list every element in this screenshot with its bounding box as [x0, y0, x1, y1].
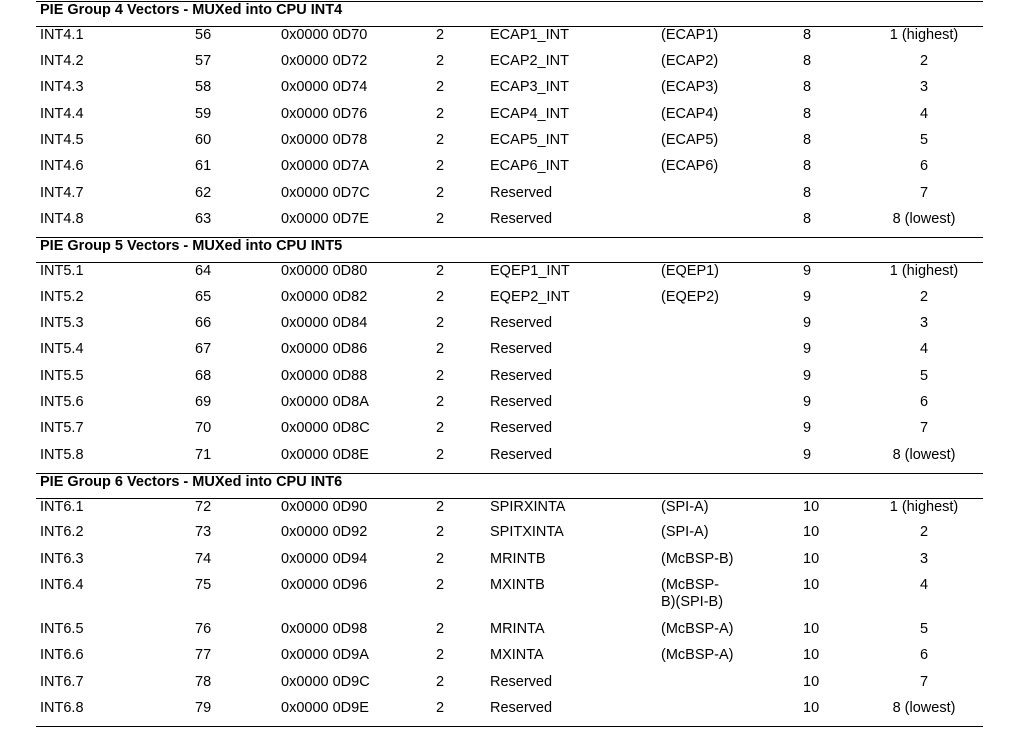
vector-size: 2 [436, 52, 445, 69]
table-body [36, 2, 983, 727]
cpu-priority: 10 [803, 621, 820, 638]
cpu-priority: 8 [803, 105, 812, 122]
vector-id: 71 [195, 446, 212, 463]
peripheral-source: (SPI-A) [661, 498, 709, 515]
cpu-priority: 9 [803, 341, 812, 358]
interrupt-description: Reserved [490, 673, 553, 690]
vector-size: 2 [436, 105, 445, 122]
cpu-priority: 10 [803, 577, 820, 594]
interrupt-description: ECAP1_INT [490, 27, 569, 43]
pie-group-priority: 6 [919, 158, 929, 175]
vector-id: 76 [195, 621, 212, 638]
interrupt-name: INT5.2 [40, 288, 84, 305]
interrupt-description: Reserved [490, 314, 553, 331]
peripheral-source: (McBSP-A) [661, 647, 734, 664]
vector-size: 2 [436, 673, 445, 690]
peripheral-source: (McBSP- B)(SPI-B) [661, 577, 724, 611]
group-title: PIE Group 4 Vectors - MUXed into CPU INT4 [36, 2, 983, 27]
interrupt-description: MXINTA [490, 647, 544, 664]
vector-address: 0x0000 0D88 [281, 367, 368, 384]
vector-size: 2 [436, 446, 445, 463]
pie-group-priority: 3 [919, 79, 929, 96]
vector-address: 0x0000 0D86 [281, 341, 368, 358]
vector-id: 79 [191, 700, 277, 726]
vector-id: 74 [195, 550, 212, 567]
peripheral-source [657, 700, 799, 726]
pie-group-priority: 2 [919, 524, 929, 541]
cpu-priority: 8 [803, 79, 812, 96]
vector-size: 2 [436, 647, 445, 664]
vector-address: 0x0000 0D9E [277, 700, 432, 726]
vector-address: 0x0000 0D7C [281, 184, 370, 201]
table-row [36, 621, 983, 647]
peripheral-source: (ECAP2) [661, 52, 719, 69]
interrupt-description: MRINTA [490, 621, 545, 638]
cpu-priority: 8 [803, 184, 812, 201]
table-row [36, 368, 983, 394]
pie-group-priority: 3 [919, 550, 929, 567]
table-row [36, 551, 983, 577]
interrupt-name: INT4.6 [40, 158, 84, 175]
interrupt-name: INT6.6 [40, 647, 84, 664]
interrupt-description: Reserved [490, 367, 553, 384]
vector-address: 0x0000 0D8E [281, 446, 369, 463]
cpu-priority: 8 [803, 52, 812, 69]
interrupt-name: INT6.7 [40, 673, 84, 690]
vector-address: 0x0000 0D7E [281, 210, 369, 227]
vector-size: 2 [436, 262, 445, 279]
vector-address: 0x0000 0D70 [281, 27, 368, 43]
vector-id: 70 [195, 420, 212, 437]
pie-group-priority: 7 [919, 420, 929, 437]
peripheral-source [657, 674, 799, 700]
table-row [36, 53, 983, 79]
group-header-row [36, 2, 983, 27]
peripheral-source: (ECAP4) [661, 105, 719, 122]
table-row [36, 700, 983, 726]
interrupt-name: INT6.1 [40, 498, 84, 515]
vector-size: 2 [432, 700, 486, 726]
pie-group-priority: 8 (lowest) [892, 446, 956, 463]
vector-address: 0x0000 0D74 [281, 79, 368, 96]
pie-group-priority: 5 [919, 367, 929, 384]
pie-group-priority: 8 (lowest) [861, 700, 983, 726]
vector-size: 2 [436, 621, 445, 638]
cpu-priority: 9 [803, 262, 812, 279]
vector-id: 66 [195, 314, 212, 331]
cpu-priority: 10 [803, 498, 820, 515]
interrupt-description: Reserved [490, 420, 553, 437]
table-row [36, 524, 983, 550]
vector-address: 0x0000 0D96 [281, 577, 368, 594]
vector-address: 0x0000 0D80 [281, 262, 368, 279]
interrupt-name: INT5.1 [40, 262, 84, 279]
table-row [36, 394, 983, 420]
peripheral-source [657, 185, 799, 211]
vector-size: 2 [436, 184, 445, 201]
pie-group-priority: 8 (lowest) [892, 210, 956, 227]
interrupt-name: INT4.1 [40, 27, 84, 43]
interrupt-description: Reserved [490, 446, 553, 463]
interrupt-name: INT5.6 [40, 393, 84, 410]
interrupt-name: INT4.5 [40, 131, 84, 148]
interrupt-name: INT4.7 [40, 184, 84, 201]
pie-group-priority: 7 [919, 184, 929, 201]
pie-group-priority: 5 [919, 131, 929, 148]
peripheral-source [657, 394, 799, 420]
group-header-row [36, 473, 983, 498]
interrupt-description: ECAP4_INT [490, 105, 569, 122]
vector-size: 2 [436, 288, 445, 305]
peripheral-source: (McBSP-B) [661, 550, 734, 567]
vector-size: 2 [436, 524, 445, 541]
interrupt-name: INT4.3 [40, 79, 84, 96]
vector-size: 2 [436, 158, 445, 175]
interrupt-description: EQEP2_INT [490, 288, 570, 305]
vector-address: 0x0000 0D90 [281, 498, 368, 515]
interrupt-name: INT4.4 [40, 105, 84, 122]
pie-vector-table [36, 1, 983, 727]
interrupt-description: MRINTB [490, 550, 546, 567]
peripheral-source: (ECAP3) [661, 79, 719, 96]
peripheral-source: (ECAP1) [661, 27, 719, 43]
pie-group-priority: 1 (highest) [889, 262, 959, 279]
table-row [36, 577, 983, 621]
vector-id: 68 [195, 367, 212, 384]
cpu-priority: 9 [803, 367, 812, 384]
pie-group-priority: 4 [919, 577, 929, 594]
table-row [36, 420, 983, 446]
interrupt-description: Reserved [490, 184, 553, 201]
peripheral-source [657, 420, 799, 446]
cpu-priority: 8 [803, 210, 812, 227]
table-row [36, 158, 983, 184]
table-row [36, 185, 983, 211]
interrupt-name: INT6.2 [40, 524, 84, 541]
interrupt-name: INT6.5 [40, 621, 84, 638]
interrupt-name: INT5.4 [40, 341, 84, 358]
vector-address: 0x0000 0D98 [281, 621, 368, 638]
pie-group-priority: 1 (highest) [889, 498, 959, 515]
table-row [36, 211, 983, 237]
interrupt-name: INT4.2 [40, 52, 84, 69]
peripheral-source: (McBSP-A) [661, 621, 734, 638]
group-header-row [36, 237, 983, 262]
vector-id: 69 [195, 393, 212, 410]
vector-id: 77 [195, 647, 212, 664]
vector-address: 0x0000 0D78 [281, 131, 368, 148]
table-row [36, 341, 983, 367]
cpu-priority: 10 [803, 647, 820, 664]
peripheral-source [657, 368, 799, 394]
vector-address: 0x0000 0D8A [281, 393, 369, 410]
interrupt-name: INT6.4 [40, 577, 84, 594]
vector-size: 2 [436, 393, 445, 410]
vector-size: 2 [436, 577, 445, 594]
interrupt-name: INT5.7 [40, 420, 84, 437]
interrupt-name: INT5.3 [40, 314, 84, 331]
pie-group-priority: 1 (highest) [889, 27, 959, 43]
vector-id: 65 [195, 288, 212, 305]
peripheral-source [657, 211, 799, 237]
pie-group-priority: 5 [919, 621, 929, 638]
vector-id: 58 [195, 79, 212, 96]
vector-address: 0x0000 0D8C [281, 420, 370, 437]
vector-size: 2 [436, 314, 445, 331]
interrupt-name: INT6.3 [40, 550, 84, 567]
interrupt-name: INT6.8 [36, 700, 191, 726]
cpu-priority: 8 [803, 27, 812, 43]
vector-size: 2 [436, 131, 445, 148]
vector-id: 63 [195, 210, 212, 227]
table-row [36, 289, 983, 315]
cpu-priority: 9 [803, 314, 812, 331]
peripheral-source [657, 315, 799, 341]
cpu-priority: 10 [803, 550, 820, 567]
vector-id: 60 [195, 131, 212, 148]
interrupt-name: INT5.8 [40, 446, 84, 463]
interrupt-name: INT4.8 [40, 210, 84, 227]
vector-size: 2 [436, 498, 445, 515]
interrupt-description: SPITXINTA [490, 524, 564, 541]
vector-size: 2 [436, 550, 445, 567]
peripheral-source [657, 341, 799, 367]
cpu-priority: 9 [803, 420, 812, 437]
interrupt-description: ECAP6_INT [490, 158, 569, 175]
cpu-priority: 9 [803, 446, 812, 463]
interrupt-description: Reserved [490, 341, 553, 358]
vector-size: 2 [436, 341, 445, 358]
vector-size: 2 [436, 367, 445, 384]
vector-id: 57 [195, 52, 212, 69]
table-row [36, 447, 983, 473]
pie-group-priority: 2 [919, 288, 929, 305]
interrupt-description: Reserved [486, 700, 657, 726]
vector-address: 0x0000 0D94 [281, 550, 368, 567]
vector-size: 2 [436, 210, 445, 227]
cpu-priority: 8 [803, 158, 812, 175]
peripheral-source: (ECAP5) [661, 131, 719, 148]
vector-size: 2 [436, 79, 445, 96]
cpu-priority: 9 [803, 393, 812, 410]
interrupt-description: SPIRXINTA [490, 498, 566, 515]
table-row [36, 27, 983, 53]
table-row [36, 262, 983, 288]
peripheral-source: (EQEP1) [661, 262, 720, 279]
vector-id: 72 [195, 498, 212, 515]
pie-group-priority: 3 [919, 314, 929, 331]
vector-size: 2 [436, 420, 445, 437]
vector-id: 67 [195, 341, 212, 358]
pie-group-priority: 6 [919, 393, 929, 410]
vector-id: 75 [195, 577, 212, 594]
interrupt-description: ECAP5_INT [490, 131, 569, 148]
cpu-priority: 10 [799, 700, 861, 726]
table-row [36, 315, 983, 341]
interrupt-description: Reserved [490, 210, 553, 227]
group-title: PIE Group 5 Vectors - MUXed into CPU INT5 [36, 237, 983, 262]
vector-id: 73 [195, 524, 212, 541]
group-title: PIE Group 6 Vectors - MUXed into CPU INT6 [36, 473, 983, 498]
interrupt-description: ECAP3_INT [490, 79, 569, 96]
table-row [36, 674, 983, 700]
table-row [36, 106, 983, 132]
peripheral-source: (EQEP2) [661, 288, 720, 305]
vector-address: 0x0000 0D9A [281, 647, 369, 664]
cpu-priority: 9 [803, 288, 812, 305]
peripheral-source [657, 447, 799, 473]
table-row [36, 132, 983, 158]
vector-size: 2 [436, 27, 445, 43]
pie-group-priority: 2 [919, 52, 929, 69]
peripheral-source: (SPI-A) [661, 524, 709, 541]
interrupt-description: Reserved [490, 393, 553, 410]
vector-address: 0x0000 0D92 [281, 524, 368, 541]
table-row [36, 647, 983, 673]
interrupt-description: ECAP2_INT [490, 52, 569, 69]
table-row [36, 79, 983, 105]
interrupt-description: EQEP1_INT [490, 262, 570, 279]
vector-id: 59 [195, 105, 212, 122]
pie-group-priority: 6 [919, 647, 929, 664]
vector-id: 64 [195, 262, 212, 279]
interrupt-name: INT5.5 [40, 367, 84, 384]
vector-address: 0x0000 0D72 [281, 52, 368, 69]
pie-group-priority: 4 [919, 105, 929, 122]
cpu-priority: 8 [803, 131, 812, 148]
vector-id: 78 [195, 673, 212, 690]
vector-address: 0x0000 0D9C [281, 673, 370, 690]
interrupt-description: MXINTB [490, 577, 545, 594]
vector-id: 56 [195, 27, 212, 43]
vector-address: 0x0000 0D82 [281, 288, 368, 305]
cpu-priority: 10 [803, 524, 820, 541]
vector-address: 0x0000 0D84 [281, 314, 368, 331]
vector-id: 61 [195, 158, 212, 175]
peripheral-source: (ECAP6) [661, 158, 719, 175]
pie-group-priority: 4 [919, 341, 929, 358]
vector-address: 0x0000 0D76 [281, 105, 368, 122]
table-row [36, 498, 983, 524]
vector-address: 0x0000 0D7A [281, 158, 369, 175]
cpu-priority: 10 [803, 673, 820, 690]
vector-id: 62 [195, 184, 212, 201]
pie-group-priority: 7 [919, 673, 929, 690]
